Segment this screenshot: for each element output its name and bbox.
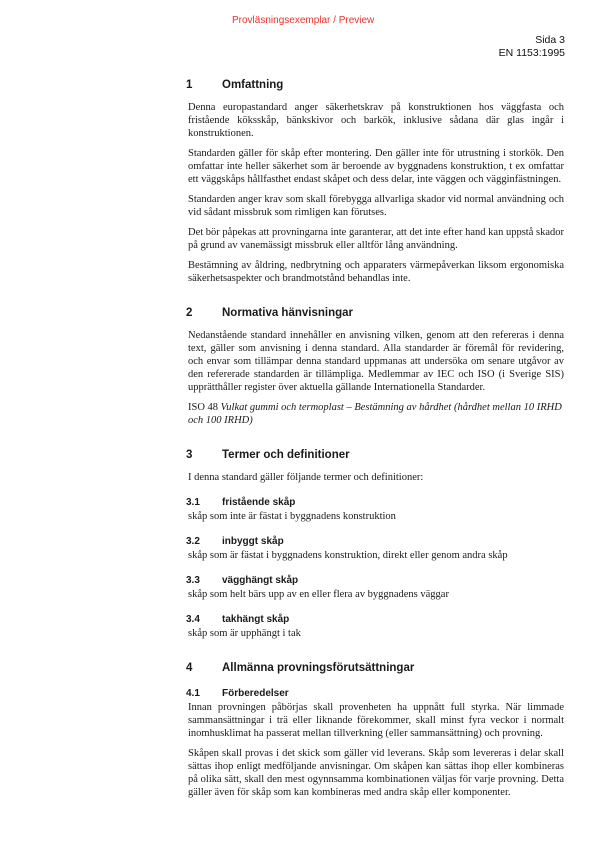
preview-watermark: Provläsningsexemplar / Preview (232, 15, 375, 26)
paragraph: Skåpen skall provas i det skick som gäller vid leverans. Skåp som levereras i delar skall sättas ihop enligt medföljande anvisningar. Om skåpen kan sättas ihop eller kombineras på olika sätt, skall den mest ogynnsamma kombinationen väljas för varje provning. Detta gäller även för skåp som kan kombineras med andra skåp eller komponenter. (188, 748, 564, 798)
term-name: fristående skåp (222, 497, 296, 508)
reference-code: ISO 48 (188, 402, 219, 413)
section-heading (188, 306, 564, 320)
section-heading (188, 661, 564, 675)
section-heading (188, 78, 564, 92)
reference-title: Vulkat gummi och termoplast – Bestämning av hårdhet (hårdhet mellan 10 IRHD och 100 IRHD) (188, 402, 562, 426)
paragraph: Denna europastandard anger säkerhetskrav på konstruktionen hos väggfasta och fristående köksskåp, bänkskivor och barkök, inklusive sådana där glas ingår i konstruktionen. (188, 102, 564, 139)
section-title: Normativa hänvisningar (222, 307, 354, 319)
paragraph: Innan provningen påbörjas skall provenheten ha uppnått full styrka. När limmade sammansättningar i trä eller liknande förekommer, skall minst fyra veckor i normalt inomhusklimat ha passerat mellan tillverkning (eller sammansättning) och provning. (188, 702, 564, 739)
reference-entry (188, 401, 564, 427)
term-heading (188, 496, 564, 509)
section-number: 2 (186, 307, 193, 319)
term-name: takhängt skåp (222, 614, 290, 625)
page-header (499, 34, 565, 60)
subsection-heading (188, 687, 564, 700)
paragraph: Bestämning av åldring, nedbrytning och apparaters värmepåverkan liksom ergonomiska säkerhetsaspekter och brandmotstånd behandlas inte. (188, 260, 564, 284)
paragraph: I denna standard gäller följande termer och definitioner: (188, 472, 424, 483)
term-definition: skåp som är upphängt i tak (188, 628, 301, 639)
paragraph: Nedanstående standard innehåller en anvisning vilken, genom att den refereras i denna text, gäller som anvisning i denna standard. Alla standarder är föremål för revidering, och envar som tillämpar denna standard uppmanas att undersöka om senare utgåvor av den refererade standarden är tillämpliga. Medlemmar av IEC och ISO (i Sverige SIS) upprätthåller register över aktuella gällande Internationella Standarder. (188, 330, 564, 393)
subsection-title: Förberedelser (222, 688, 289, 699)
paragraph: Standarden gäller för skåp efter montering. Den gäller inte för utrustning i storkök. Den omfattar inte heller säkerhet som är beroende av byggnadens konstruktion, t ex omfattar ett väggskåps hållfasthet endast skåpet och dess delar, inte väggen och vägginfästningen. (188, 148, 564, 185)
subsection-number: 4.1 (186, 688, 200, 699)
term-number: 3.4 (186, 614, 200, 625)
term-number: 3.2 (186, 536, 200, 547)
term-heading (188, 574, 564, 587)
document-body (188, 78, 564, 806)
term-definition: skåp som helt bärs upp av en eller flera av byggnadens väggar (188, 589, 449, 600)
paragraph: Det bör påpekas att provningarna inte garanterar, att det inte efter hand kan uppstå skador på grund av vanemässigt missbruk eller alltför lång användning. (188, 227, 564, 251)
page-number: Sida 3 (535, 34, 565, 46)
term-number: 3.3 (186, 575, 200, 586)
term-heading (188, 535, 564, 548)
section-title: Omfattning (222, 79, 284, 91)
term-number: 3.1 (186, 497, 200, 508)
section-number: 4 (186, 662, 193, 674)
term-heading (188, 613, 564, 626)
term-name: vägghängt skåp (222, 575, 299, 586)
term-name: inbyggt skåp (222, 536, 284, 547)
paragraph: Standarden anger krav som skall förebygga allvarliga skador vid normal användning och vid sådant missbruk som rimligen kan förutses. (188, 194, 564, 218)
term-definition: skåp som inte är fästat i byggnadens konstruktion (188, 511, 396, 522)
standard-number: EN 1153:1995 (498, 47, 565, 59)
term-definition: skåp som är fästat i byggnadens konstruktion, direkt eller genom andra skåp (188, 550, 508, 561)
section-title: Allmänna provningsförutsättningar (222, 662, 415, 674)
section-heading (188, 448, 564, 462)
section-number: 1 (186, 79, 193, 91)
section-title: Termer och definitioner (222, 449, 350, 461)
section-number: 3 (186, 449, 193, 461)
